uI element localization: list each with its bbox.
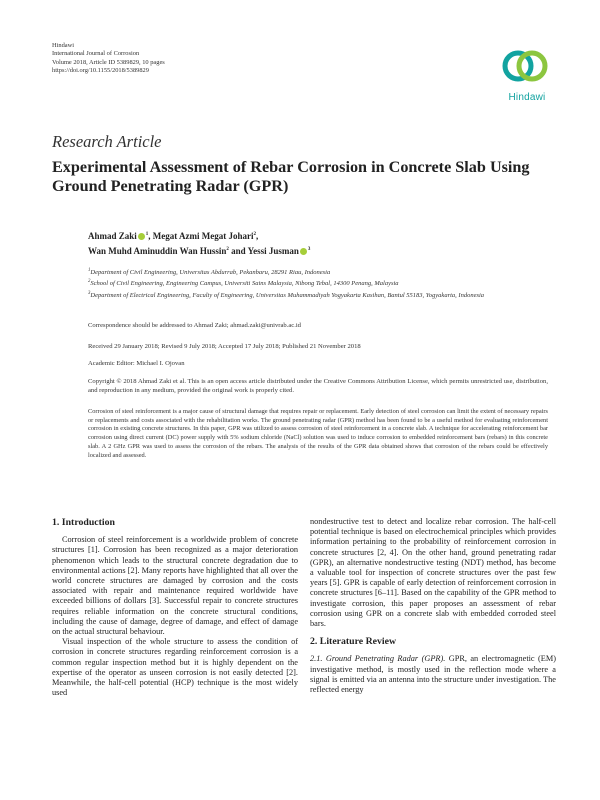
subsection-heading: 2.1. Ground Penetrating Radar (GPR). <box>310 654 446 664</box>
right-column <box>310 517 556 695</box>
intro-paragraph: Corrosion of steel reinforcement is a worldwide problem of concrete structures [1]. Corrosion has been recognized as a major deterioration phenomenon which leads to the structural concrete degradation due to environmental actions [2]. Many reports have highlighted that all over the world concrete structures are damaged by corrosion and the costs associated with repair and maintenance required worldwide have exceeded billions of dollars [3]. Successful repair to concrete structures requires reliable information on the concrete structural conditions, including the cause of damage, degree of damage, and effect of damage on the actual structural behaviour. <box>52 535 298 637</box>
article-type: Research Article <box>52 132 162 151</box>
left-column <box>52 518 298 698</box>
body-paragraph: GPR, an electromagnetic (EM) investigative method, is mostly used in the reflection mode where a signal is emitted via an antenna into the structure under investigation. The reflected energy <box>310 654 557 695</box>
affiliation-item: $^3$Department of Electrical Engineering, Faculty of Engineering, Universitas Muhammadiyah Yogyakarta Kasihan, Bantul 55183, Yogyakarta, Indonesia <box>88 290 485 299</box>
author-name: Yessi Jusman <box>247 246 299 256</box>
intro-paragraph: Visual inspection of the whole structure to assess the condition of corrosion in concrete structures regarding reinforcement corrosion is a common regular inspection method but it is highly dependent on the expertise of the operator as unseen corrosion is not easily detected [2]. Meanwhile, the half-cell potential (HCP) technique is the most widely used <box>52 637 298 698</box>
section-heading-introduction: 1. Introduction <box>52 517 115 528</box>
author-affil-sup: 1 <box>145 232 149 237</box>
author-name: Megat Azmi Megat Johari <box>152 231 254 241</box>
author-name: Ahmad Zaki <box>88 231 137 241</box>
orcid-icon[interactable] <box>138 233 145 240</box>
volume-info: Volume 2018, Article ID 5389829, 10 pages <box>52 58 165 66</box>
abstract: Corrosion of steel reinforcement is a major cause of structural damage that requires repair or replacement. Early detection of steel corrosion can limit the extent of necessary repairs or replacements and costs associated with the rehabilitation works. The ground penetrating radar (GPR) method has been found to be a useful method for evaluating reinforcement corrosion in existing concrete structures. In this paper, GPR was utilized to assess corrosion of steel reinforcement in a concrete slab. A technique for accelerating reinforcement bar corrosion using direct current (DC) power supply with 5% sodium chloride (NaCl) solution was used to induce corrosion to embedded reinforcement bars (rebars) in this concrete slab. A 2 GHz GPR was used to assess the corrosion of the rebars. The analysis of the results of the GPR data obtained shows that corrosion of the rebars could be effectively localized and assessed. <box>88 408 548 459</box>
author-affil-sup: 3 <box>307 247 311 252</box>
author-list: Ahmad Zaki $^1$, Megat Azmi Megat Johari$^2$, Wan Muhd Aminuddin Wan Hussin$^2$ and Yessi Jusman $^3$ <box>88 231 311 256</box>
academic-editor: Academic Editor: Michael I. Ojovan <box>88 360 185 367</box>
publisher-name: Hindawi <box>52 42 75 49</box>
doi-link[interactable]: https://doi.org/10.1155/2018/5389829 <box>52 67 149 75</box>
copyright-notice: Copyright © 2018 Ahmad Zaki et al. This is an open access article distributed under the Creative Commons Attribution License, which permits unrestricted use, distribution, and reproduction in any medium, provided the original work is properly cited. <box>88 378 548 394</box>
author-name: Wan Muhd Aminuddin Wan Hussin <box>88 246 227 256</box>
journal-name: International Journal of Corrosion <box>52 50 140 58</box>
affiliation-item: $^1$Department of Civil Engineering, Universitas Abdurrab, Pekanbaru, 28291 Riau, Indonesia <box>88 268 331 277</box>
author-affil-sup: 2 <box>226 247 229 252</box>
paper-title: Experimental Assessment of Rebar Corrosion in Concrete Slab Using Ground Penetrating Radar (GPR) <box>52 158 530 195</box>
logo-text: Hindawi <box>508 92 546 103</box>
article-dates: Received 29 January 2018; Revised 9 July 2018; Accepted 17 July 2018; Published 21 November 2018 <box>88 343 361 350</box>
affiliation-item: $^2$School of Civil Engineering, Engineering Campus, Universiti Sains Malaysia, Nibong Tebal, 14300 Penang, Malaysia <box>88 279 399 288</box>
body-paragraph: nondestructive test to detect and localize rebar corrosion. The half-cell potential technique is based on electrochemical principles which provides information pertaining to the probability of reinforcement corrosion in concrete structures [2, 4]. On the other hand, ground penetrating radar (GPR), an alternative nondestructive testing (NDT) method, has become a valuable tool for inspection of concrete structures over the past few years [5]. GPR is capable of early detection of reinforcement corrosion in concrete structures [6–11]. Based on the capability of the GPR method to investigate corrosion, this paper proposes an assessment of rebar corrosion using GPR on a concrete slab with embedded corroded steel bars. <box>310 517 556 629</box>
journal-header <box>52 42 165 76</box>
correspondence: Correspondence should be addressed to Ahmad Zaki; ahmad.zaki@univrab.ac.id <box>88 322 301 329</box>
affiliations <box>88 266 548 300</box>
author-affil-sup: 2 <box>253 232 256 237</box>
orcid-icon[interactable] <box>300 248 307 255</box>
section-heading-literature: 2. Literature Review <box>310 636 397 648</box>
